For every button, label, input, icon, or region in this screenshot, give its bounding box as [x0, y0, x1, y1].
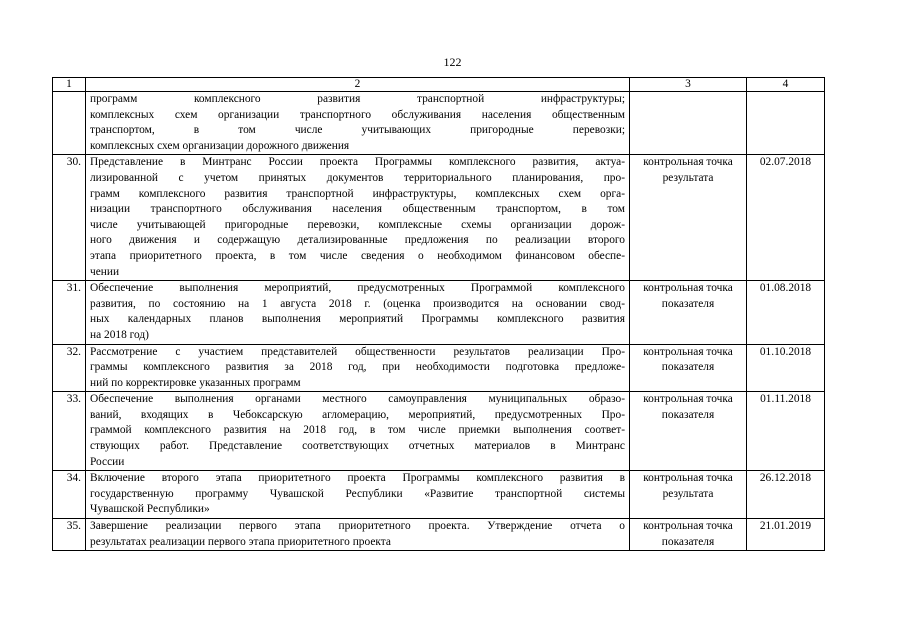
description-line: грамм комплексного развития транспортной инфраструктуры, комплексных схем орга-: [90, 187, 625, 200]
header-row: [53, 78, 825, 92]
type-line: показателя: [661, 535, 715, 548]
description-line: чении: [90, 265, 120, 278]
description-line: ного движения и содержащую детализированные предложения по реализации второго: [90, 234, 625, 247]
description-line: ствующих работ. Представление соответствующих отчетных материалов в Минтранс: [90, 440, 625, 453]
row-date: 01.11.2018: [747, 392, 825, 471]
row-description: [86, 344, 630, 392]
description-line: Завершение реализации первого этапа приоритетного проекта. Утверждение отчета о: [90, 520, 625, 533]
table-row: [53, 519, 825, 551]
row-description: [86, 471, 630, 519]
column-header-2: 2: [86, 78, 630, 92]
row-date: [747, 92, 825, 155]
row-type: [630, 155, 747, 281]
row-type: [630, 92, 747, 155]
row-number: 30.: [53, 155, 86, 281]
row-date: 01.10.2018: [747, 344, 825, 392]
description-line: комплексных схем организации транспортного обслуживания населения общественным: [90, 108, 625, 121]
row-type: [630, 471, 747, 519]
description-line: России: [90, 455, 125, 468]
table-row: [53, 344, 825, 392]
type-line: контрольная точка: [643, 472, 733, 485]
type-line: контрольная точка: [643, 282, 733, 295]
type-line: показателя: [661, 408, 715, 421]
description-line: этапа приоритетного проекта, в том числе сведения о необходимом финансовом обеспе-: [90, 249, 625, 262]
description-line: транспортом, в том числе учитывающих пригородные перевозки;: [90, 124, 625, 137]
description-line: низации транспортного обслуживания населения общественным транспортом, в том: [90, 203, 625, 216]
type-line: контрольная точка: [643, 345, 733, 358]
description-line: лизированной с учетом принятых документов территориального планирования, про-: [90, 171, 625, 184]
type-line: контрольная точка: [643, 393, 733, 406]
description-line: результатах реализации первого этапа приоритетного проекта: [90, 535, 391, 548]
page-number: 122: [443, 55, 462, 69]
row-type: [630, 281, 747, 344]
row-type: [630, 392, 747, 471]
description-line: граммой комплексного развития на 2018 год, в том числе приемки выполнения соответ-: [90, 424, 625, 437]
row-date: 21.01.2019: [747, 519, 825, 551]
table-body: [53, 92, 825, 551]
type-line: результата: [662, 171, 714, 184]
row-description: [86, 281, 630, 344]
row-type: [630, 344, 747, 392]
type-line: контрольная точка: [643, 520, 733, 533]
row-number: 33.: [53, 392, 86, 471]
description-line: Рассмотрение с участием представителей общественности результатов реализации Про-: [90, 345, 625, 358]
description-line: государственную программу Чувашской Республики «Развитие транспортной системы: [90, 487, 625, 500]
continuation-row: [53, 92, 825, 155]
row-number: 31.: [53, 281, 86, 344]
table-row: [53, 281, 825, 344]
type-line: показателя: [661, 297, 715, 310]
description-line: ний по корректировке указанных программ: [90, 376, 301, 389]
description-line: программ комплексного развития транспортной инфраструктуры;: [90, 93, 625, 105]
description-line: Чувашской Республики»: [90, 503, 210, 516]
column-header-4: 4: [747, 78, 825, 92]
description-line: Представление в Минтранс России проекта Программы комплексного развития, актуа-: [90, 156, 625, 169]
type-line: показателя: [661, 361, 715, 374]
description-line: Включение второго этапа приоритетного проекта Программы комплексного развития в: [90, 472, 625, 485]
row-number: 35.: [53, 519, 86, 551]
description-line: ных календарных планов выполнения мероприятий Программы комплексного развития: [90, 313, 625, 326]
description-line: граммы комплексного развития за 2018 год, при необходимости подготовка предложе-: [90, 361, 625, 374]
table-row: [53, 471, 825, 519]
row-date: 26.12.2018: [747, 471, 825, 519]
row-description: [86, 155, 630, 281]
row-number: [53, 92, 86, 155]
row-date: 01.08.2018: [747, 281, 825, 344]
type-line: контрольная точка: [643, 156, 733, 169]
type-line: результата: [662, 487, 714, 500]
schedule-table: [52, 77, 825, 551]
description-line: Обеспечение выполнения мероприятий, предусмотренных Программой комплексного: [90, 282, 625, 295]
description-line: развития, по состоянию на 1 августа 2018 г. (оценка производится на основании свод-: [90, 297, 625, 310]
column-header-3: 3: [630, 78, 747, 92]
row-type: [630, 519, 747, 551]
row-date: 02.07.2018: [747, 155, 825, 281]
table-row: [53, 392, 825, 471]
row-number: 34.: [53, 471, 86, 519]
description-line: комплексных схем организации дорожного движения: [90, 139, 350, 152]
row-description: [86, 519, 630, 551]
description-line: ваний, входящих в Чебоксарскую агломерацию, мероприятий, предусмотренных Про-: [90, 408, 625, 421]
description-line: на 2018 год): [90, 328, 149, 341]
description-line: Обеспечение выполнения органами местного самоуправления муниципальных образо-: [90, 393, 625, 406]
row-number: 32.: [53, 344, 86, 392]
row-description: [86, 392, 630, 471]
description-line: числе учитывающей пригородные перевозки, комплексные схемы организации дорож-: [90, 218, 625, 231]
row-description: [86, 92, 630, 155]
table-row: [53, 155, 825, 281]
column-header-1: 1: [53, 78, 86, 92]
